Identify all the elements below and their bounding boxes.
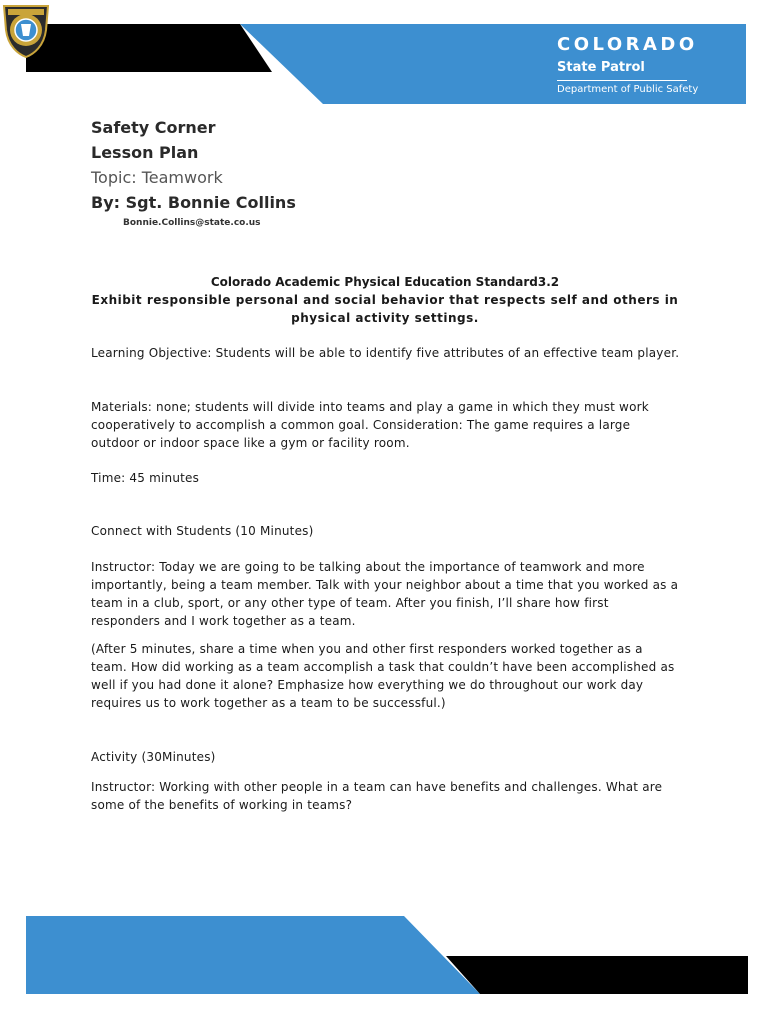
activity-heading-text: Activity (30Minutes): [91, 750, 216, 764]
header-banner: [0, 0, 770, 110]
state-patrol-seal-icon: [0, 0, 52, 58]
title-block: [91, 115, 296, 228]
activity-instructor: [91, 778, 681, 814]
learning-objective: [91, 344, 681, 362]
connect-heading: [91, 522, 681, 540]
materials-text: Materials: none; students will divide into teams and play a game in which they must work cooperatively to accomplish a common goal. Consideration: The game requires a large outdoor or indoor space like a gym or facility room.: [91, 400, 649, 450]
footer-banner: [0, 912, 770, 1024]
time: [91, 469, 681, 487]
materials: [91, 398, 681, 452]
connect-heading-text: Connect with Students (10 Minutes): [91, 524, 314, 538]
footer-shapes: [0, 912, 770, 1024]
activity-instructor-text: Instructor: Working with other people in a team can have benefits and challenges. What are some of the benefits of working in teams?: [91, 780, 663, 812]
author-email: Bonnie.Collins@state.co.us: [123, 218, 261, 228]
standard-text: Exhibit responsible personal and social behavior that respects self and others in physical activity settings.: [91, 293, 679, 325]
title-topic: Topic: Teamwork: [91, 168, 223, 187]
title-lesson-plan: Lesson Plan: [91, 143, 199, 162]
connect-note-text: (After 5 minutes, share a time when you and other first responders worked together as a team. How did working as a team accomplish a task that couldn’t have been accomplished as well if you had done it alone? Emphasize how everything we do throughout our work day requires us to work together as a team to be successful.): [91, 642, 675, 710]
connect-note: [91, 640, 681, 712]
brand-subtitle: State Patrol: [557, 60, 645, 75]
brand-department: Department of Public Safety: [557, 84, 699, 95]
standard-heading: Colorado Academic Physical Education Standard3.2: [210, 275, 560, 289]
activity-heading: [91, 748, 681, 766]
academic-standard: [90, 273, 680, 327]
connect-instructor: [91, 558, 681, 630]
time-text: Time: 45 minutes: [91, 471, 200, 485]
connect-instructor-text: Instructor: Today we are going to be talking about the importance of teamwork and more importantly, being a team member. Talk with your neighbor about a time that you worked as a team in a club, sport, or any other type of team. After you finish, I’ll share how first responders and I work together as a team.: [91, 560, 679, 628]
brand-divider: [557, 80, 687, 81]
brand-name: COLORADO: [557, 34, 698, 55]
title-safety-corner: Safety Corner: [91, 118, 216, 137]
title-author: By: Sgt. Bonnie Collins: [91, 193, 296, 212]
learning-objective-text: Learning Objective: Students will be able to identify five attributes of an effective team player.: [91, 346, 680, 360]
